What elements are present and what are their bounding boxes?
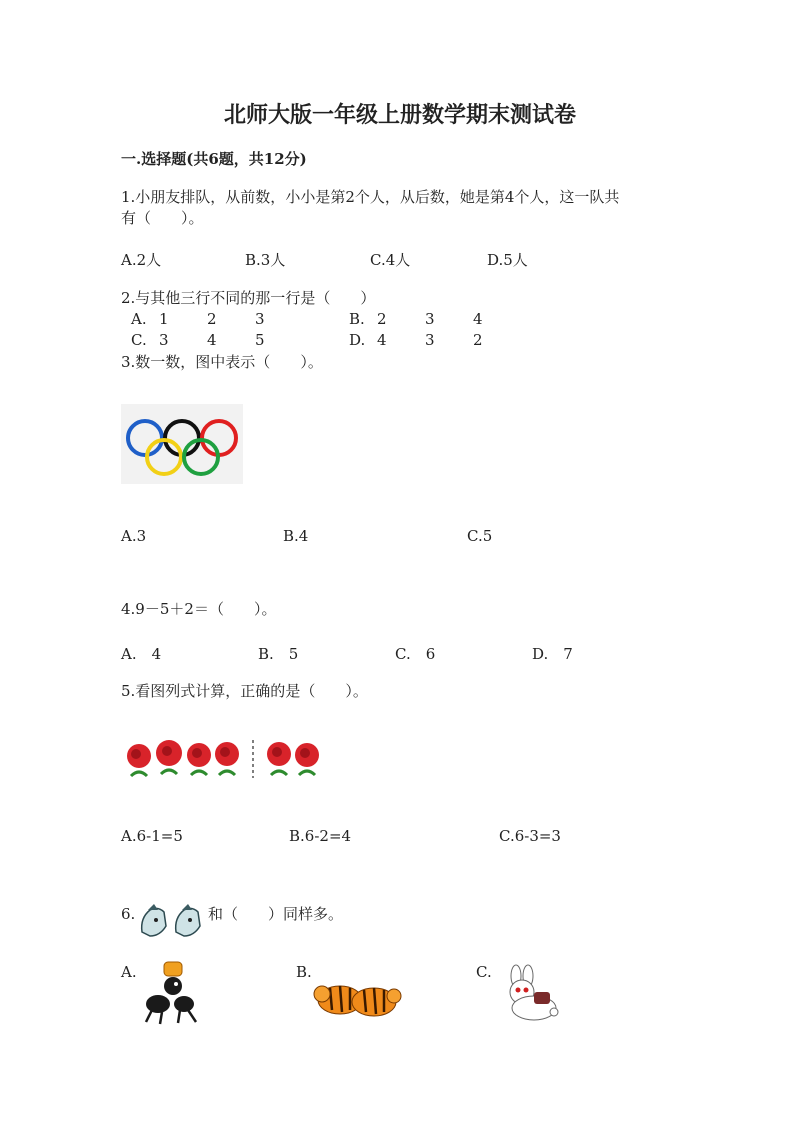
q2-num: 4 — [473, 310, 483, 328]
question-6-number: 6. — [121, 905, 136, 923]
q2-num: 4 — [207, 331, 217, 349]
q5-option-c[interactable]: C.6-3=3 — [499, 827, 561, 845]
q3-option-b[interactable]: B.4 — [283, 527, 309, 545]
q4-option-d[interactable]: D. 7 — [532, 645, 573, 663]
q1-option-b[interactable]: B.3人 — [245, 251, 286, 269]
q2-option-b[interactable] — [349, 310, 521, 328]
q2-option-label: D. — [349, 331, 366, 349]
q1-option-c[interactable]: C.4人 — [370, 251, 411, 269]
ant-image — [138, 960, 208, 1026]
q6-option-b[interactable]: B. — [296, 963, 312, 981]
page-title: 北师大版一年级上册数学期末测试卷 — [223, 102, 576, 128]
q2-num: 2 — [207, 310, 217, 328]
q2-num: 1 — [159, 310, 169, 328]
section-heading: 一.选择题(共6题，共12分) — [121, 150, 307, 168]
q5-option-b[interactable]: B.6-2=4 — [289, 827, 352, 845]
q4-option-b[interactable]: B. 5 — [258, 645, 299, 663]
q3-option-a[interactable]: A.3 — [121, 527, 147, 545]
flowers-image — [121, 736, 326, 782]
horses-image — [136, 902, 206, 940]
q2-option-d[interactable] — [349, 331, 521, 349]
q2-num: 2 — [377, 310, 387, 328]
q2-option-label: C. — [131, 331, 147, 349]
question-3: 3.数一数，图中表示（ ）。 — [121, 353, 323, 371]
olympic-rings-image — [121, 404, 243, 484]
question-5: 5.看图列式计算，正确的是（ ）。 — [121, 682, 368, 700]
question-6-text: 和（ ）同样多。 — [208, 905, 344, 923]
q2-num: 3 — [255, 310, 265, 328]
q6-option-c[interactable]: C. — [476, 963, 492, 981]
q1-option-a[interactable]: A.2人 — [121, 251, 162, 269]
q2-num: 5 — [255, 331, 265, 349]
q2-num: 3 — [159, 331, 169, 349]
q1-option-d[interactable]: D.5人 — [487, 251, 528, 269]
q2-option-label: B. — [349, 310, 365, 328]
question-2: 2.与其他三行不同的那一行是（ ） — [121, 289, 376, 307]
q2-num: 2 — [473, 331, 483, 349]
q4-option-c[interactable]: C. 6 — [395, 645, 436, 663]
q2-option-label: A. — [131, 310, 147, 328]
q2-option-a[interactable] — [131, 310, 303, 328]
rabbit-image — [494, 964, 564, 1024]
q5-option-a[interactable]: A.6-1=5 — [121, 827, 183, 845]
q2-num: 4 — [377, 331, 387, 349]
q2-option-c[interactable] — [131, 331, 303, 349]
question-4: 4.9－5＋2＝（ ）。 — [121, 600, 277, 618]
q4-option-a[interactable]: A. 4 — [121, 645, 162, 663]
question-1-line1: 1.小朋友排队，从前数，小小是第2个人，从后数，她是第4个人，这一队共 — [121, 188, 620, 206]
q3-option-c[interactable]: C.5 — [467, 527, 493, 545]
question-1 — [121, 187, 619, 229]
q2-num: 3 — [425, 310, 435, 328]
q2-num: 3 — [425, 331, 435, 349]
question-1-line2: 有（ ）。 — [121, 209, 204, 227]
tigers-image — [312, 966, 402, 1024]
q6-option-a[interactable]: A. — [121, 963, 137, 981]
